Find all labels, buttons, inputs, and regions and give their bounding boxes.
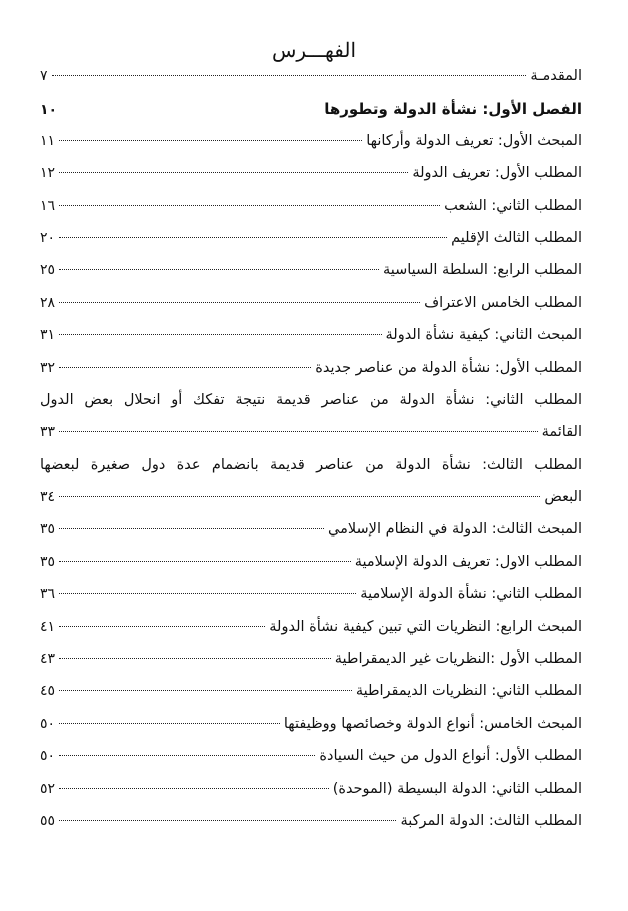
toc-entry-page: ١١ — [40, 132, 56, 149]
toc-entry-page: ٢٨ — [40, 294, 56, 311]
dot-leader — [59, 755, 315, 756]
toc-entry — [40, 716, 582, 748]
toc-entry-page: ٤٥ — [40, 683, 56, 700]
toc-entry-page: ٣٥ — [40, 553, 56, 570]
page-title: الفهـــرس — [271, 38, 356, 62]
dot-leader — [59, 140, 362, 141]
toc-entry-page: ٤٣ — [40, 651, 56, 668]
toc-entry-label: الفصل الأول: نشأة الدولة وتطورها — [324, 100, 582, 119]
toc-entry-label: المطلب الرابع: السلطة السياسية — [382, 262, 582, 279]
toc-entry — [40, 327, 582, 359]
dot-leader — [59, 496, 540, 497]
toc-entry — [40, 424, 582, 456]
toc-entry-label: المطلب الخامس الاعتراف — [424, 294, 582, 311]
dot-leader — [59, 593, 356, 594]
toc-entry-page: ٣١ — [40, 327, 56, 344]
toc-entry — [40, 554, 582, 586]
toc-entry — [40, 813, 582, 845]
toc-entry — [40, 619, 582, 651]
dot-leader — [59, 528, 324, 529]
toc-entry-page: ٧ — [40, 68, 48, 84]
dot-leader — [59, 172, 408, 173]
toc-entry-page: ٥٥ — [40, 812, 56, 829]
toc-entry — [40, 133, 582, 165]
dot-leader — [59, 302, 420, 303]
toc-entry — [40, 262, 582, 294]
toc-entry-page: ٣٤ — [40, 489, 56, 506]
dot-leader — [59, 205, 440, 206]
dot-leader — [59, 269, 379, 270]
toc-entry-label: المطلب الثاني: النظريات الديمقراطية — [355, 683, 582, 700]
dot-leader — [59, 690, 352, 691]
toc-entry — [40, 683, 582, 715]
dot-leader — [59, 334, 381, 335]
toc-entry-page: ٢٥ — [40, 262, 56, 279]
dot-leader — [52, 75, 527, 76]
toc-entry-page: ٣٣ — [40, 424, 56, 441]
toc-entry-page: ٣٥ — [40, 521, 56, 538]
toc-entry-page: ٥٢ — [40, 780, 56, 797]
toc-entry-label: المطلب الثالث: الدولة المركبة — [400, 812, 582, 829]
toc-entry — [40, 165, 582, 197]
toc-entry-label: المطلب الأول: تعريف الدولة — [412, 165, 582, 182]
toc-entry-label: المطلب الثاني: الشعب — [444, 197, 582, 214]
dot-leader — [59, 723, 280, 724]
toc-entry-label: المطلب الاول: تعريف الدولة الإسلامية — [354, 553, 582, 570]
toc-entry-label: المقدمـة — [530, 68, 582, 84]
toc-entry-label: المطلب الأول :النظريات غير الديمقراطية — [334, 651, 582, 668]
toc-entry-label: المطلب الثالث الإقليم — [451, 229, 582, 246]
toc-entry-page: ٣٦ — [40, 586, 56, 603]
toc-entry-wrapped-line: المطلب الثاني: نشأة الدولة من عناصر قديمة نتيجة تفكك أو انحلال بعض الدول — [40, 391, 582, 408]
toc-entry-wrapped-line: المطلب الثالث: نشأة الدولة من عناصر قديمة بانضمام عدة دول صغيرة لبعضها — [40, 456, 582, 473]
dot-leader — [59, 431, 538, 432]
toc-entry-label: المبحث الخامس: أنواع الدولة وخصائصها ووظيفتها — [283, 715, 582, 732]
toc-entry-page: ١٠ — [40, 102, 58, 119]
toc-entry-page: ٣٢ — [40, 359, 56, 376]
toc-entry-label: المبحث الأول: تعريف الدولة وأركانها — [366, 132, 582, 149]
dot-leader — [59, 561, 351, 562]
toc-entry — [40, 230, 582, 262]
toc-entry — [40, 360, 582, 392]
dot-leader — [59, 788, 329, 789]
toc-entry — [40, 651, 582, 683]
toc-entry-page: ٥٠ — [40, 715, 56, 732]
toc-entry — [40, 586, 582, 618]
toc-entry — [40, 68, 582, 100]
toc-entry-label: المطلب الأول: أنواع الدول من حيث السيادة — [319, 748, 582, 765]
toc-entry — [40, 489, 582, 521]
toc-entry-label: المطلب الأول: نشأة الدولة من عناصر جديدة — [315, 359, 582, 376]
toc-entry — [40, 295, 582, 327]
toc-entry-page: ٢٠ — [40, 229, 56, 246]
dot-leader — [59, 367, 311, 368]
toc-entry-label: البعض — [544, 489, 582, 506]
toc-entry-label: المطلب الثاني: الدولة البسيطة (الموحدة) — [332, 780, 582, 797]
toc-entry-chapter — [40, 100, 582, 132]
toc-entry-label: المبحث الرابع: النظريات التي تبين كيفية نشأة الدولة — [269, 618, 582, 635]
toc-entry-label: القائمة — [541, 424, 582, 441]
toc-entry — [40, 781, 582, 813]
toc-entry-page: ٤١ — [40, 618, 56, 635]
toc-entry-label: المبحث الثالث: الدولة في النظام الإسلامي — [328, 521, 582, 538]
dot-leader — [59, 820, 396, 821]
toc-entry-label: المبحث الثاني: كيفية نشأة الدولة — [385, 327, 582, 344]
toc-entry-page: ١٢ — [40, 165, 56, 182]
toc-entry — [40, 521, 582, 553]
dot-leader — [59, 626, 265, 627]
toc-entry-label: المطلب الثاني: نشأة الدولة الإسلامية — [360, 586, 582, 603]
dot-leader — [59, 658, 331, 659]
toc-entry-page: ٥٠ — [40, 748, 56, 765]
toc-entry — [40, 198, 582, 230]
dot-leader — [59, 237, 447, 238]
toc-entry-page: ١٦ — [40, 197, 56, 214]
table-of-contents — [40, 68, 582, 845]
toc-entry — [40, 748, 582, 780]
